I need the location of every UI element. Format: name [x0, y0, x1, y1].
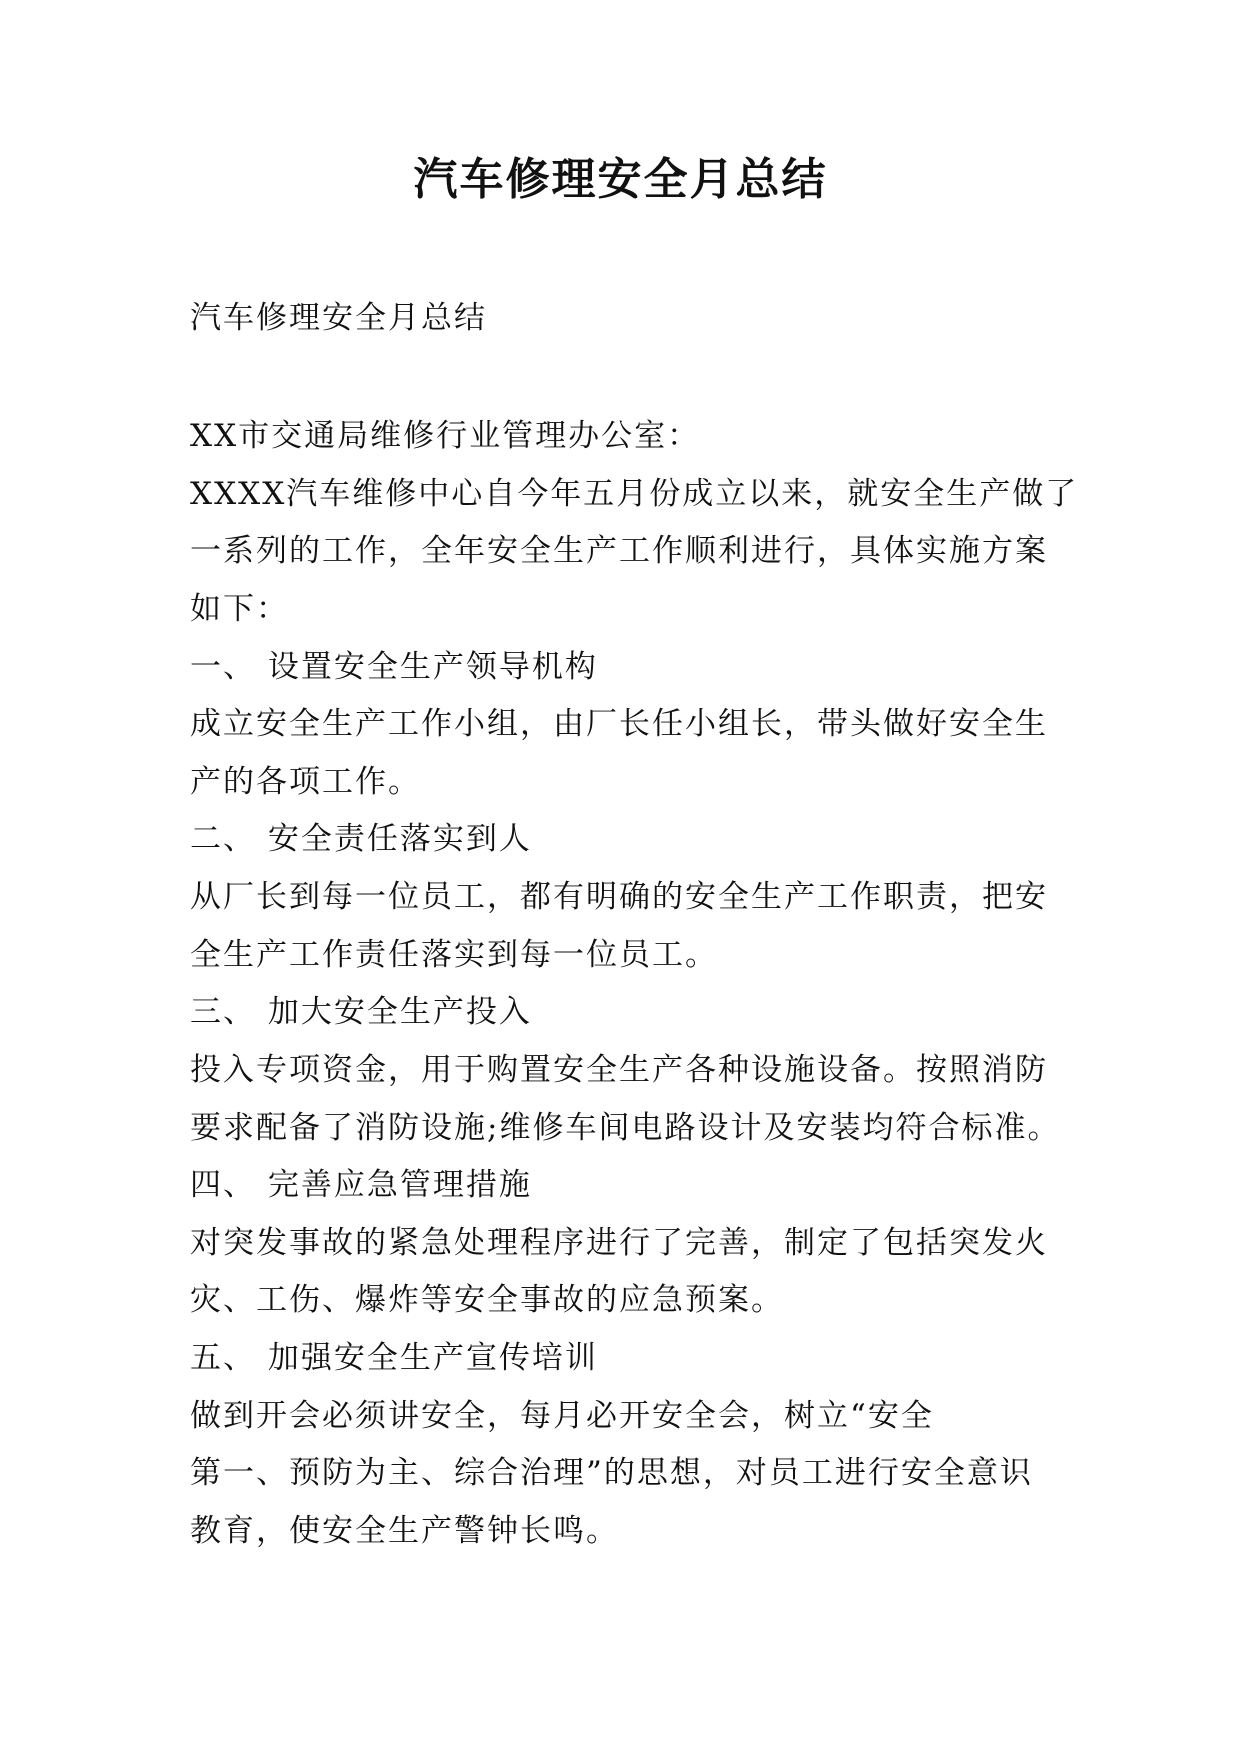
body-line: 从厂长到每一位员工，都有明确的安全生产工作职责，把安 [190, 879, 1048, 915]
body-line: 如下： [190, 591, 289, 627]
document-title: 汽车修理安全月总结 [413, 154, 828, 205]
section-heading-2: 二、 安全责任落实到人 [190, 821, 532, 857]
section-heading-4: 四、 完善应急管理措施 [190, 1167, 532, 1203]
addressee-line: XX市交通局维修行业管理办公室： [190, 418, 701, 454]
body-line: 教育，使安全生产警钟长鸣。 [190, 1513, 619, 1549]
body-line: 对突发事故的紧急处理程序进行了完善，制定了包括突发火 [190, 1225, 1048, 1261]
section-heading-3: 三、 加大安全生产投入 [190, 994, 532, 1030]
body-line: 全生产工作责任落实到每一位员工。 [190, 937, 718, 973]
body-line: XXXX汽车维修中心自今年五月份成立以来，就安全生产做了 [190, 476, 1079, 512]
subtitle-line: 汽车修理安全月总结 [190, 300, 487, 336]
body-line: 投入专项资金，用于购置安全生产各种设施设备。按照消防 [190, 1052, 1048, 1088]
section-heading-5: 五、 加强安全生产宣传培训 [190, 1340, 598, 1376]
body-line: 灾、工伤、爆炸等安全事故的应急预案。 [190, 1282, 784, 1318]
body-line: 第一、预防为主、综合治理”的思想，对员工进行安全意识 [190, 1455, 1033, 1491]
body-line: 产的各项工作。 [190, 764, 421, 800]
body-line: 一系列的工作，全年安全生产工作顺利进行，具体实施方案 [190, 533, 1048, 569]
body-line: 做到开会必须讲安全，每月必开安全会，树立“安全 [190, 1398, 934, 1434]
body-line: 成立安全生产工作小组，由厂长任小组长，带头做好安全生 [190, 706, 1048, 742]
body-line: 要求配备了消防设施;维修车间电路设计及安装均符合标准。 [190, 1110, 1061, 1146]
section-heading-1: 一、 设置安全生产领导机构 [190, 649, 598, 685]
